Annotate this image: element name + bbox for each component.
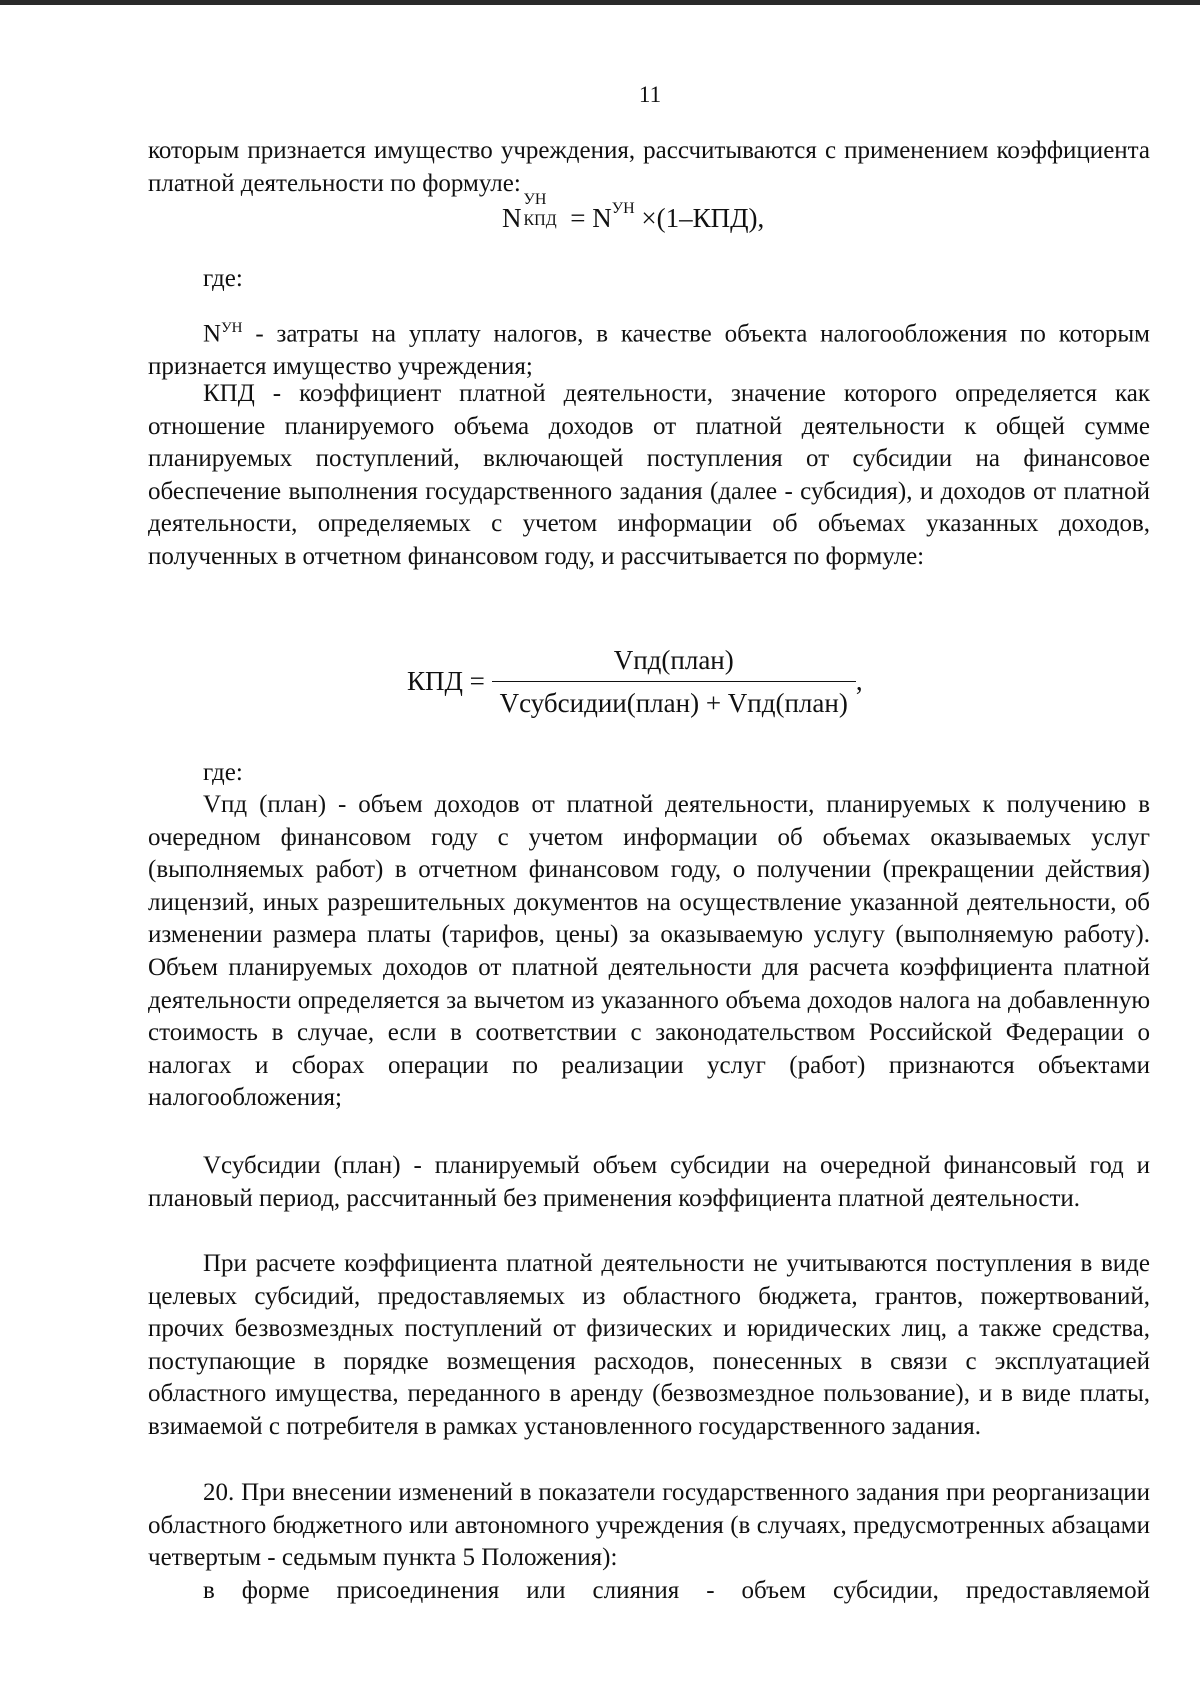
where-label: где: <box>203 759 243 786</box>
formula-equals: = <box>570 203 586 233</box>
nun-definition-text: - затраты на уплату налогов, в качестве объекта налогообложения по которым признается имущество учреждения; <box>148 320 1150 380</box>
formula-rhs-rest: ×(1–КПД), <box>641 203 765 233</box>
paragraph-text: которым признается имущество учреждения, рассчитываются с применением коэффициента платной деятельности по формуле: <box>148 137 1150 197</box>
paragraph-text: 20. При внесении изменений в показатели государственного задания при реорганизации областного бюджетного или автономного учреждения (в случаях, предусмотренных абзацами четвертым - седьмым пункта 5 Положения): <box>148 1479 1150 1572</box>
formula-kpd-fraction <box>407 643 863 720</box>
paragraph-text: в форме присоединения или слияния - объем субсидии, предоставляемой <box>203 1577 1150 1604</box>
formula-comma: , <box>855 666 863 696</box>
paragraph-text: Vпд (план) - объем доходов от платной деятельности, планируемых к получению в очередном финансовом году с учетом информации об объемах оказываемых услуг (выполняемых работ) в отчетном финансовом году, о получении (прекращении действия) лицензий, иных разрешительных документов на осуществление указанной деятельности, об изменении размера платы (тарифов, цены) за оказываемую услугу (выполняемую работу). Объем планируемых доходов от платной деятельности для расчета коэффициента платной деятельности определяется за вычетом из указанного объема доходов налога на добавленную стоимость в случае, если в соответствии с законодательством Российской Федерации о налогах и сборах операции по реализации услуг (работ) признаются объектами налогообложения; <box>148 791 1150 1112</box>
paragraph-kpd-definition <box>148 378 1150 574</box>
nun-superscript: УН <box>221 320 243 336</box>
formula-lhs-subscript: КПД <box>523 212 557 229</box>
paragraph-text: КПД - коэффициент платной деятельности, значение которого определяется как отношение планируемого объема доходов от платной деятельности к общей сумме планируемых поступлений, включающей поступления от субсидии на финансовое обеспечение выполнения государственного задания (далее - субсидия), и доходов от платной деятельности, определяемых с учетом информации об объемах указанных доходов, полученных в отчетном финансовом году, и рассчитывается по формуле: <box>148 380 1150 570</box>
formula-lhs-symbol: N <box>502 203 522 233</box>
paragraph-nun-definition <box>148 312 1150 384</box>
where-label: где: <box>203 265 243 292</box>
paragraph-item-20 <box>148 1477 1150 1575</box>
formula-rhs-superscript: УН <box>611 200 635 217</box>
paragraph-vsubsidy-definition <box>148 1150 1150 1215</box>
paragraph-intro <box>148 135 1150 200</box>
paragraph-where-1 <box>148 263 1150 296</box>
page-number: 11 <box>638 82 662 107</box>
paragraph-exclusions <box>148 1248 1150 1444</box>
paragraph-text <box>148 312 1150 384</box>
paragraph-merger <box>148 1575 1150 1608</box>
formula-kpd-lhs: КПД = <box>407 666 485 696</box>
formula-rhs-symbol: N <box>592 203 612 233</box>
formula-lhs-indices <box>522 191 564 229</box>
formula-fraction <box>492 643 856 720</box>
formula-nun-kpd <box>502 191 765 235</box>
scan-top-edge <box>0 0 1200 5</box>
paragraph-vpd-definition <box>148 789 1150 1115</box>
formula-numerator: Vпд(план) <box>492 643 856 682</box>
paragraph-text: Vсубсидии (план) - планируемый объем субсидии на очередной финансовый год и плановый период, рассчитанный без применения коэффициента платной деятельности. <box>148 1152 1150 1212</box>
paragraph-text: При расчете коэффициента платной деятельности не учитываются поступления в виде целевых субсидий, предоставляемых из областного бюджета, грантов, пожертвований, прочих безвозмездных поступлений от физических и юридических лиц, а также средства, поступающие в порядке возмещения расходов, понесенных в связи с эксплуатацией областного имущества, переданного в аренду (безвозмездное пользование), и в виде платы, взимаемой с потребителя в рамках установленного государственного задания. <box>148 1250 1150 1440</box>
nun-symbol: N <box>203 320 222 348</box>
formula-denominator: Vсубсидии(план) + Vпд(план) <box>499 688 848 718</box>
formula-lhs-superscript: УН <box>523 191 547 208</box>
paragraph-where-2 <box>148 757 1150 790</box>
